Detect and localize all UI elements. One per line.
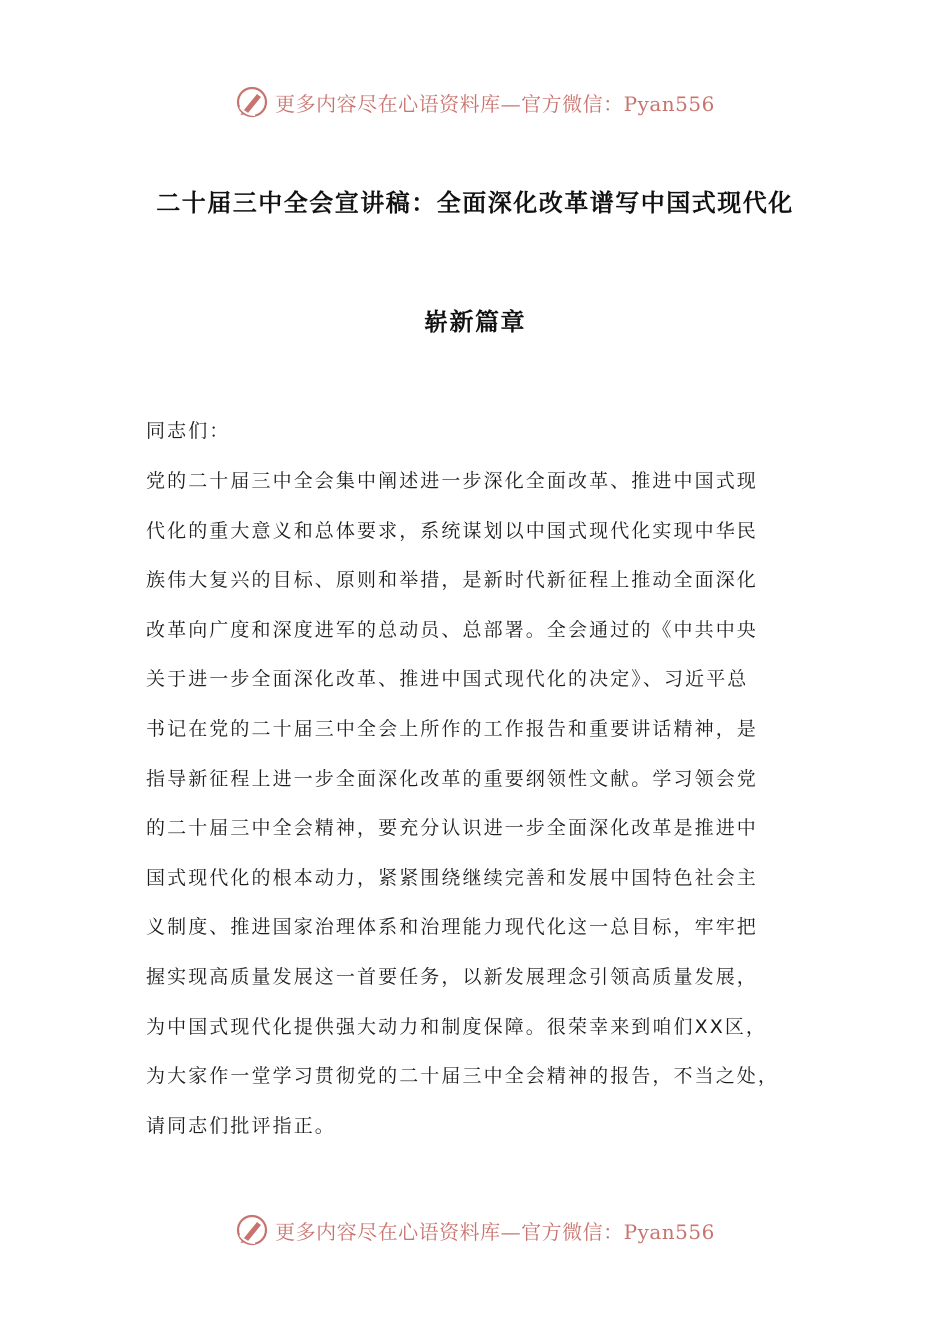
paragraph-line: 党的二十届三中全会集中阐述进一步深化全面改革、推进中国式现	[146, 470, 758, 492]
footer-watermark-text: 更多内容尽在心语资料库—官方微信：Pyan556	[275, 1219, 715, 1244]
paragraph-line: 国式现代化的根本动力，紧紧围绕继续完善和发展中国特色社会主	[146, 866, 758, 889]
paragraph-line: 的二十届三中全会精神，要充分认识进一步全面深化改革是推进中	[146, 817, 758, 840]
greeting-text: 同志们：	[146, 420, 231, 442]
paragraph-line: 指导新征程上进一步全面深化改革的重要纲领性文献。学习领会党	[146, 767, 758, 790]
document-title-line-2: 崭新篇章	[424, 308, 526, 336]
header-watermark-text: 更多内容尽在心语资料库—官方微信：Pyan556	[275, 91, 715, 116]
paragraph-line: 为大家作一堂学习贯彻党的二十届三中全会精神的报告，不当之处，	[146, 1065, 780, 1088]
pen-seal-logo-icon	[235, 1213, 269, 1247]
body-paragraph	[146, 457, 826, 1151]
paragraph-line: 关于进一步全面深化改革、推进中国式现代化的决定》、习近平总	[146, 668, 749, 691]
paragraph-line: 请同志们批评指正。	[146, 1114, 336, 1137]
paragraph-line: 握实现高质量发展这一首要任务，以新发展理念引领高质量发展，	[146, 965, 758, 988]
footer-watermark	[0, 1210, 950, 1250]
paragraph-line: 义制度、推进国家治理体系和治理能力现代化这一总目标，牢牢把	[146, 916, 758, 939]
paragraph-line: 改革向广度和深度进军的总动员、总部署。全会通过的《中共中央	[146, 618, 758, 641]
header-watermark	[0, 82, 950, 122]
paragraph-line: 族伟大复兴的目标、原则和举措，是新时代新征程上推动全面深化	[146, 569, 758, 592]
paragraph-line: 为中国式现代化提供强大动力和制度保障。很荣幸来到咱们XX区，	[146, 1015, 768, 1038]
pen-seal-logo-icon	[235, 85, 269, 119]
paragraph-line: 代化的重大意义和总体要求，系统谋划以中国式现代化实现中华民	[146, 519, 758, 542]
paragraph-line: 书记在党的二十届三中全会上所作的工作报告和重要讲话精神，是	[146, 717, 758, 740]
document-title-line-1: 二十届三中全会宣讲稿：全面深化改革谱写中国式现代化	[156, 189, 794, 217]
greeting	[146, 407, 826, 457]
